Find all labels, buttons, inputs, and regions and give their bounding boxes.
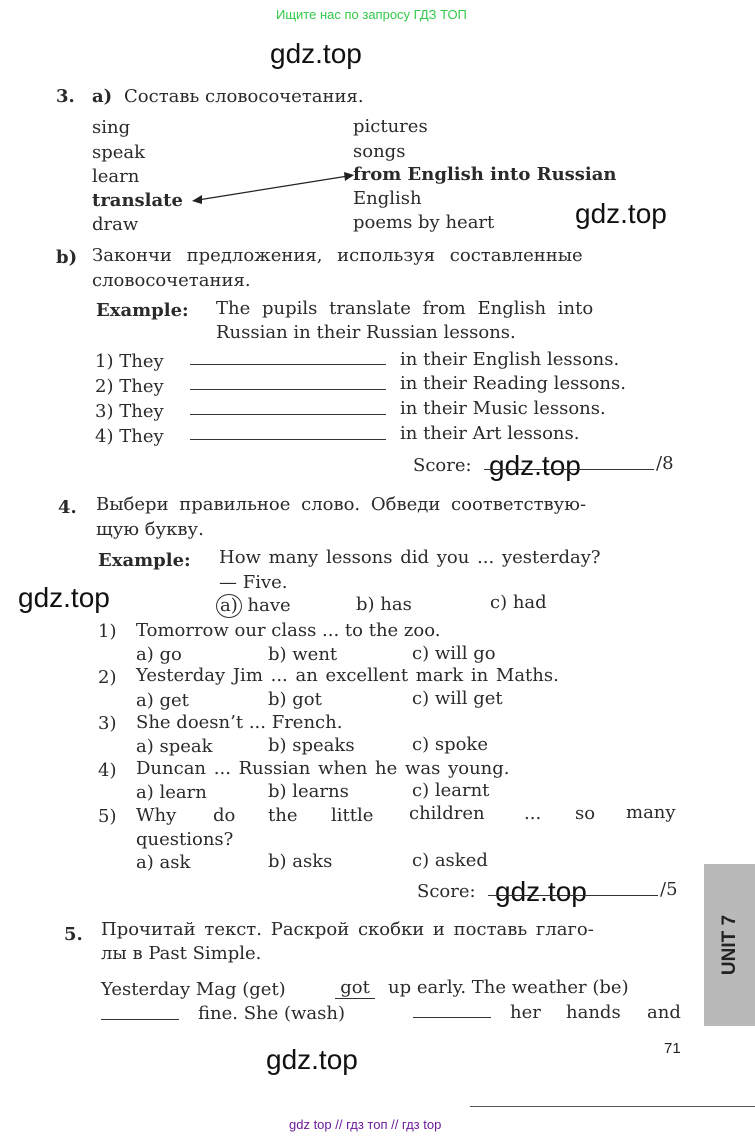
- exercise-4-instruction: Выбери правильное слово. Обведи соответствую-: [96, 494, 587, 515]
- phrase-item: poems by heart: [353, 212, 495, 233]
- exercise-5-instruction: Прочитай текст. Раскрой скобки и поставь глаго-: [101, 919, 594, 940]
- q5-word: the: [268, 805, 298, 826]
- item-number: 2): [95, 376, 114, 397]
- question-number: 4): [98, 760, 117, 781]
- example-option-c: [490, 592, 547, 613]
- verb-item: draw: [92, 214, 139, 235]
- option-word: have: [247, 595, 291, 616]
- watermark: gdz.top: [270, 38, 362, 69]
- option-letter: c): [490, 592, 508, 613]
- option[interactable]: b) got: [268, 689, 322, 710]
- item-number: 3): [95, 401, 114, 422]
- option-word: had: [512, 592, 547, 613]
- option[interactable]: c) spoke: [412, 734, 488, 755]
- filled-answer[interactable]: got: [335, 978, 375, 999]
- example-option-b: [356, 594, 412, 615]
- option[interactable]: a) learn: [136, 782, 207, 803]
- item-number: 4): [95, 426, 114, 447]
- option[interactable]: a) go: [136, 644, 182, 665]
- option[interactable]: b) asks: [268, 851, 333, 872]
- option-letter: b): [356, 594, 375, 615]
- q5-word: Why: [136, 805, 177, 826]
- example-option-a: [216, 594, 291, 618]
- exercise-3b-instruction: словосочетания.: [92, 270, 251, 291]
- sentence-line: [95, 351, 164, 372]
- option[interactable]: b) went: [268, 644, 338, 665]
- option[interactable]: c) learnt: [412, 780, 490, 801]
- score-max: /5: [660, 879, 678, 900]
- item-subject: They: [119, 401, 164, 422]
- question-text: Yesterday Jim ... an excellent mark in Maths.: [136, 665, 559, 686]
- exercise-5-instruction: лы в Past Simple.: [101, 943, 262, 964]
- example-text: Russian in their Russian lessons.: [216, 322, 516, 343]
- sentence-rest: in their Music lessons.: [400, 398, 606, 419]
- option[interactable]: a) get: [136, 690, 189, 711]
- sentence-line: [95, 376, 164, 397]
- connecting-arrow: [190, 168, 360, 208]
- verb-item: sing: [92, 117, 131, 138]
- watermark: gdz.top: [495, 876, 587, 907]
- exercise-3a-instruction: Составь словосочетания.: [124, 86, 364, 107]
- phrase-item: songs: [353, 141, 406, 162]
- example-label: Example:: [96, 300, 189, 321]
- exercise-3a-label: a): [92, 86, 113, 107]
- answer-blank[interactable]: [190, 439, 386, 440]
- q5-word: little: [331, 805, 374, 826]
- question-number: 2): [98, 667, 117, 688]
- option[interactable]: b) learns: [268, 781, 349, 802]
- question-text: Duncan ... Russian when he was young.: [136, 758, 510, 779]
- exercise-4-number: 4.: [58, 497, 77, 518]
- phrase-item: from English into Russian: [353, 164, 617, 185]
- answer-blank[interactable]: [190, 389, 386, 390]
- watermark: gdz.top: [575, 198, 667, 229]
- question-number: 1): [98, 621, 117, 642]
- question-text: Tomorrow our class ... to the zoo.: [136, 620, 441, 641]
- score-label: Score:: [413, 455, 472, 476]
- question-text: questions?: [136, 829, 234, 850]
- unit-tab: [704, 864, 755, 1026]
- option[interactable]: a) speak: [136, 736, 213, 757]
- example-answer: — Five.: [219, 572, 288, 593]
- exercise-4-instruction: щую букву.: [96, 519, 204, 540]
- item-number: 1): [95, 351, 114, 372]
- verb-item: speak: [92, 142, 146, 163]
- score-blank[interactable]: [488, 895, 658, 896]
- sentence-line: [95, 426, 164, 447]
- q5-word: children: [409, 803, 485, 824]
- score-label: Score:: [417, 881, 476, 902]
- answer-blank[interactable]: [101, 1019, 179, 1020]
- watermark: gdz.top: [489, 450, 581, 481]
- question-text: She doesn’t ... French.: [136, 712, 343, 733]
- q5-word: ...: [524, 803, 542, 824]
- phrase-item: English: [353, 188, 422, 209]
- exercise-3-number: 3.: [56, 86, 75, 107]
- option[interactable]: a) ask: [136, 852, 191, 873]
- answer-blank[interactable]: [413, 1017, 491, 1018]
- phrase-item: pictures: [353, 116, 428, 137]
- circled-letter: a): [216, 594, 242, 618]
- exercise-3b-label: b): [56, 247, 78, 268]
- score-blank[interactable]: [484, 469, 654, 470]
- question-number: 5): [98, 806, 117, 827]
- answer-blank[interactable]: [190, 364, 386, 365]
- verb-item: translate: [92, 190, 183, 211]
- exercise-5-number: 5.: [64, 924, 83, 945]
- page-number: 71: [664, 1040, 681, 1057]
- option-word: has: [380, 594, 412, 615]
- answer-blank[interactable]: [190, 414, 386, 415]
- option[interactable]: c) asked: [412, 850, 488, 871]
- option[interactable]: c) will go: [412, 643, 496, 664]
- example-label: Example:: [98, 550, 191, 571]
- sentence-rest: in their Art lessons.: [400, 423, 580, 444]
- sentence-rest: in their Reading lessons.: [400, 373, 626, 394]
- verb-item: learn: [92, 166, 140, 187]
- example-text: The pupils translate from English into: [216, 298, 594, 319]
- text-fragment: up early. The weather (be): [388, 977, 629, 998]
- item-subject: They: [119, 351, 164, 372]
- q5-word: do: [213, 805, 236, 826]
- q5-word: so: [575, 803, 596, 824]
- text-fragment: fine. She (wash): [198, 1003, 346, 1024]
- item-subject: They: [119, 426, 164, 447]
- sentence-rest: in their English lessons.: [400, 349, 620, 370]
- question-number: 3): [98, 713, 117, 734]
- option[interactable]: b) speaks: [268, 735, 355, 756]
- text-fragment: her: [510, 1002, 541, 1023]
- unit-tab-label: UNIT 7: [718, 914, 740, 976]
- example-question: How many lessons did you ... yesterday?: [219, 547, 601, 568]
- q5-word: many: [626, 802, 676, 823]
- item-subject: They: [119, 376, 164, 397]
- score-max: /8: [656, 453, 674, 474]
- exercise-3b-instruction: Закончи предложения, используя составленные: [92, 245, 583, 266]
- text-fragment: Yesterday Mag (get): [101, 979, 286, 1000]
- text-fragment: hands: [566, 1002, 621, 1023]
- watermark: gdz.top: [266, 1044, 358, 1075]
- option[interactable]: c) will get: [412, 688, 503, 709]
- search-banner[interactable]: Ищите нас по запросу ГДЗ ТОП: [276, 7, 467, 22]
- footer-links[interactable]: gdz top // гдз топ // гдз top: [289, 1117, 442, 1132]
- text-fragment: and: [647, 1002, 681, 1023]
- sentence-line: [95, 401, 164, 422]
- page-divider: [470, 1106, 755, 1107]
- watermark: gdz.top: [18, 582, 110, 613]
